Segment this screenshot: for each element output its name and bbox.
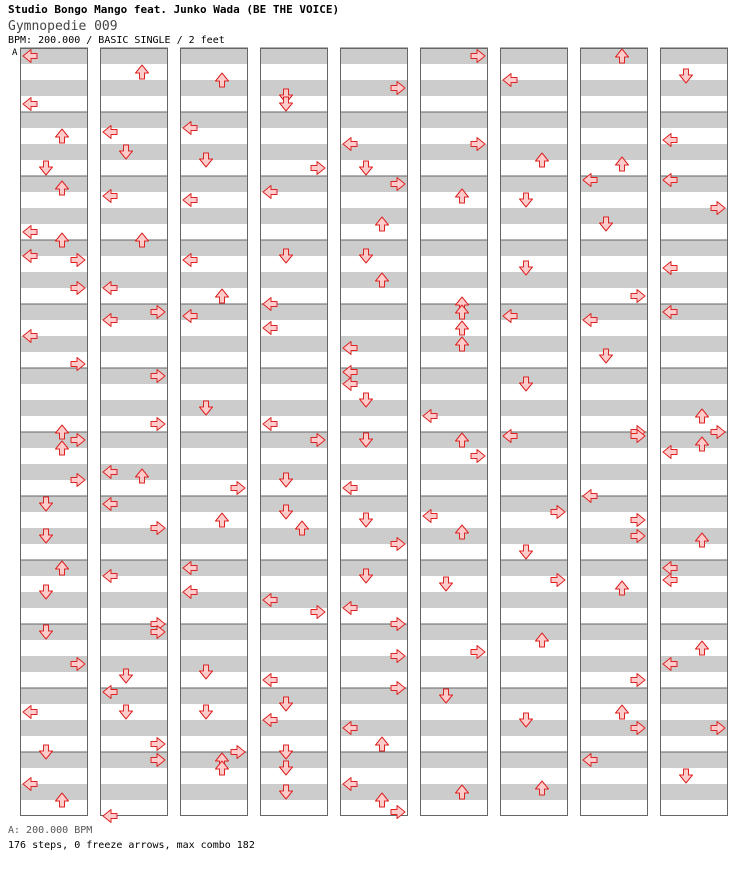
beat-stripe xyxy=(180,624,248,640)
beat-stripe xyxy=(580,272,648,288)
beat-stripe xyxy=(180,48,248,64)
beat-stripe xyxy=(580,464,648,480)
beat-stripe xyxy=(580,208,648,224)
beat-stripe xyxy=(340,272,408,288)
beat-stripe xyxy=(100,656,168,672)
beat-stripe xyxy=(260,368,328,384)
artist-title: Studio Bongo Mango feat. Junko Wada (BE THE VOICE) xyxy=(8,3,340,16)
beat-stripe xyxy=(180,80,248,96)
beat-stripe xyxy=(420,464,488,480)
beat-stripe xyxy=(180,176,248,192)
beat-stripe xyxy=(580,80,648,96)
beat-stripe xyxy=(100,784,168,800)
beat-stripe xyxy=(20,528,88,544)
beat-stripe xyxy=(180,144,248,160)
beat-stripe xyxy=(260,144,328,160)
beat-stripe xyxy=(20,496,88,512)
beat-stripe xyxy=(500,528,568,544)
beat-stripe xyxy=(100,240,168,256)
beat-stripe xyxy=(500,272,568,288)
beat-stripe xyxy=(580,240,648,256)
beat-stripe xyxy=(660,624,728,640)
beat-stripe xyxy=(420,272,488,288)
beat-stripe xyxy=(580,784,648,800)
beat-stripe xyxy=(500,208,568,224)
beat-stripe xyxy=(660,400,728,416)
beat-stripe xyxy=(20,752,88,768)
beat-stripe xyxy=(20,592,88,608)
beat-stripe xyxy=(260,272,328,288)
beat-stripe xyxy=(420,592,488,608)
beat-stripe xyxy=(420,112,488,128)
beat-stripe xyxy=(100,400,168,416)
beat-stripe xyxy=(100,80,168,96)
beat-stripe xyxy=(180,464,248,480)
beat-stripe xyxy=(180,784,248,800)
beat-stripe xyxy=(580,624,648,640)
beat-stripe xyxy=(260,112,328,128)
beat-stripe xyxy=(660,48,728,64)
beat-stripe xyxy=(340,48,408,64)
beat-stripe xyxy=(20,400,88,416)
beat-stripe xyxy=(580,592,648,608)
beat-stripe xyxy=(180,336,248,352)
beat-stripe xyxy=(580,656,648,672)
beat-stripe xyxy=(420,528,488,544)
beat-stripe xyxy=(180,688,248,704)
beat-stripe xyxy=(660,752,728,768)
beat-stripe xyxy=(20,560,88,576)
beat-stripe xyxy=(660,464,728,480)
beat-stripe xyxy=(100,336,168,352)
beat-stripe xyxy=(500,784,568,800)
beat-stripe xyxy=(500,592,568,608)
beat-stripe xyxy=(660,784,728,800)
beat-stripe xyxy=(340,432,408,448)
beat-stripe xyxy=(580,144,648,160)
beat-stripe xyxy=(660,80,728,96)
beat-stripe xyxy=(180,656,248,672)
beat-stripe xyxy=(580,112,648,128)
beat-stripe xyxy=(660,336,728,352)
beat-stripe xyxy=(420,368,488,384)
beat-stripe xyxy=(660,528,728,544)
beat-stripe xyxy=(420,624,488,640)
beat-stripe xyxy=(180,528,248,544)
beat-stripe xyxy=(340,496,408,512)
beat-stripe xyxy=(420,688,488,704)
beat-stripe xyxy=(500,656,568,672)
beat-stripe xyxy=(260,560,328,576)
beat-stripe xyxy=(100,48,168,64)
beat-stripe xyxy=(420,208,488,224)
beat-stripe xyxy=(100,720,168,736)
beat-stripe xyxy=(580,400,648,416)
beat-stripe xyxy=(260,688,328,704)
beat-stripe xyxy=(20,112,88,128)
beat-stripe xyxy=(660,368,728,384)
beat-stripe xyxy=(340,752,408,768)
beat-stripe xyxy=(100,432,168,448)
beat-stripe xyxy=(180,400,248,416)
beat-stripe xyxy=(340,560,408,576)
beat-stripe xyxy=(420,336,488,352)
beat-stripe xyxy=(340,464,408,480)
beat-stripe xyxy=(340,112,408,128)
beat-stripe xyxy=(500,624,568,640)
beat-stripe xyxy=(500,240,568,256)
beat-stripe xyxy=(260,80,328,96)
beat-stripe xyxy=(420,80,488,96)
beat-stripe xyxy=(500,176,568,192)
beat-stripe xyxy=(420,432,488,448)
beat-stripe xyxy=(420,304,488,320)
beat-stripe xyxy=(420,784,488,800)
beat-stripe xyxy=(580,560,648,576)
beat-stripe xyxy=(500,336,568,352)
beat-stripe xyxy=(180,368,248,384)
beat-stripe xyxy=(260,784,328,800)
beat-stripe xyxy=(260,240,328,256)
beat-stripe xyxy=(20,624,88,640)
beat-stripe xyxy=(660,496,728,512)
beat-stripe xyxy=(100,208,168,224)
beat-stripe xyxy=(660,112,728,128)
beat-stripe xyxy=(260,400,328,416)
beat-stripe xyxy=(340,304,408,320)
beat-stripe xyxy=(340,400,408,416)
beat-stripe xyxy=(500,112,568,128)
beat-stripe xyxy=(500,48,568,64)
beat-stripe xyxy=(420,720,488,736)
beat-stripe xyxy=(500,464,568,480)
beat-stripe xyxy=(340,208,408,224)
beat-stripe xyxy=(500,368,568,384)
beat-stripe xyxy=(20,208,88,224)
beat-stripe xyxy=(500,144,568,160)
beat-stripe xyxy=(260,48,328,64)
beat-stripe xyxy=(260,528,328,544)
beat-stripe xyxy=(660,688,728,704)
chart-info: BPM: 200.000 / BASIC SINGLE / 2 feet xyxy=(8,35,225,46)
beat-stripe xyxy=(260,336,328,352)
beat-stripe xyxy=(100,144,168,160)
beat-stripe xyxy=(580,48,648,64)
bpm-marker: A xyxy=(12,48,18,58)
song-title: Gymnopedie 009 xyxy=(8,19,118,34)
beat-stripe xyxy=(260,656,328,672)
beat-stripe xyxy=(260,464,328,480)
beat-stripe xyxy=(500,752,568,768)
beat-stripe xyxy=(420,176,488,192)
beat-stripe xyxy=(180,720,248,736)
beat-stripe xyxy=(420,240,488,256)
beat-stripe xyxy=(340,240,408,256)
beat-stripe xyxy=(260,752,328,768)
beat-stripe xyxy=(180,272,248,288)
beat-stripe xyxy=(580,688,648,704)
beat-stripe xyxy=(260,624,328,640)
beat-stripe xyxy=(500,720,568,736)
beat-stripe xyxy=(500,400,568,416)
beat-stripe xyxy=(500,688,568,704)
beat-stripe xyxy=(260,496,328,512)
beat-stripe xyxy=(100,592,168,608)
beat-stripe xyxy=(580,368,648,384)
beat-stripe xyxy=(20,144,88,160)
beat-stripe xyxy=(420,752,488,768)
bpm-legend: A: 200.000 BPM xyxy=(8,825,93,836)
beat-stripe xyxy=(180,208,248,224)
chart-stats: 176 steps, 0 freeze arrows, max combo 182 xyxy=(8,840,255,851)
beat-stripe xyxy=(420,560,488,576)
beat-stripe xyxy=(660,240,728,256)
beat-stripe xyxy=(260,208,328,224)
beat-stripe xyxy=(660,592,728,608)
beat-stripe xyxy=(180,432,248,448)
beat-stripe xyxy=(20,80,88,96)
beat-stripe xyxy=(20,176,88,192)
beat-stripe xyxy=(20,720,88,736)
beat-stripe xyxy=(20,688,88,704)
beat-stripe xyxy=(180,496,248,512)
beat-stripe xyxy=(20,304,88,320)
beat-stripe xyxy=(580,336,648,352)
